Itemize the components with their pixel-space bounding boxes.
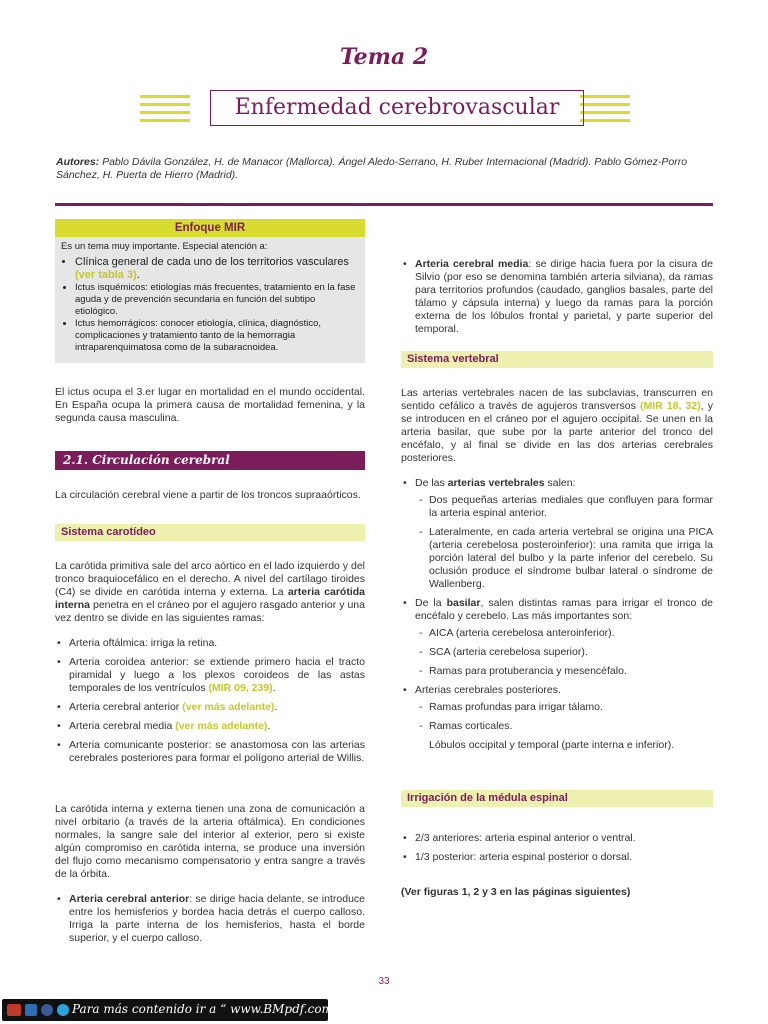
section-title: 2.1. Circulación cerebral — [55, 451, 365, 470]
list-item: • Arteria cerebral media (ver más adelante). — [69, 720, 365, 733]
chapter-title: Enfermedad cerebrovascular — [210, 90, 584, 126]
footer-banner[interactable] — [2, 999, 343, 1021]
authors-label: Autores: — [56, 156, 100, 168]
subsection-vertebral: Sistema vertebral — [401, 351, 713, 368]
footer-link-text[interactable]: Para más contenido ir a “ www.BMpdf.com ” — [72, 1002, 343, 1016]
acm-list — [401, 258, 713, 342]
carotideo-branch-list — [55, 637, 365, 771]
list-item: • Arteria cerebral anterior (ver más adelante). — [69, 701, 365, 714]
enfoque-item: • Ictus hemorrágicos: conocer etiología, clínica, diagnóstico, complicaciones y tratamiento tanto de la hemorragia intraparenquimatosa como de la subaracnoidea. — [75, 318, 359, 354]
enfoque-item: • Ictus isquémicos: etiologías más frecuentes, tratamiento en la fase aguda y de prevención secundaria en función del subtipo etiológico. — [75, 282, 359, 318]
enfoque-item: • Clínica general de cada uno de los territorios vasculares (ver tabla 3). — [75, 256, 359, 282]
subsection-medula: Irrigación de la médula espinal — [401, 790, 713, 807]
section-intro: La circulación cerebral viene a partir de los troncos supraaórticos. — [55, 489, 361, 501]
carotideo-paragraph: La carótida primitiva sale del arco aórtico en el lado izquierdo y del tronco braquiocefálico en el derecho. A nivel del cartílago tiroides (C4) se divide en carótida interna y externa. La arteria carótida interna penetra en el cráneo por el agujero rasgado anterior y una vez dentro se divide en las siguientes ramas: — [55, 560, 366, 624]
decorative-stripes-left — [140, 95, 190, 125]
sub-list-item: - Ramas para protuberancia y mesencéfalo. — [429, 665, 713, 678]
list-item: • Arteria coroidea anterior: se extiende primero hacia el tracto piramidal y luego a los plexos coroideos de las astas temporales de los ventrículos (MIR 09, 239). — [69, 656, 365, 695]
sub-list-item: - Dos pequeñas arterias mediales que confluyen para formar la arteria espinal anterior. — [429, 494, 713, 520]
enfoque-mir-box — [55, 219, 365, 363]
medula-list — [401, 832, 713, 870]
sub-list-item: - SCA (arteria cerebelosa superior). — [429, 646, 713, 659]
list-item: • Arteria oftálmica: irriga la retina. — [69, 637, 365, 650]
list-item: • De las arterias vertebrales salen: - Dos pequeñas arterias mediales que confluyen para formar la arteria espinal anterior. - Lateralmente, en cada arteria vertebral se origina una PICA (arteria cerebelosa posteroinferior): una ramita que irriga la porción lateral del bulbo y la parte inferior del cerebelo. Su oclusión produce el síndrome bulbar lateral o síndrome de Wallenberg. — [415, 477, 713, 591]
intro-paragraph: El ictus ocupa el 3.er lugar en mortalidad en el mundo occidental. En España ocupa la primera causa de mortalidad femenina, y la segunda causa masculina. — [55, 386, 365, 424]
cross-reference: (ver más adelante) — [175, 720, 268, 732]
subsection-carotideo: Sistema carotídeo — [55, 524, 365, 541]
books-icon — [7, 1004, 21, 1016]
figures-reference: (Ver figuras 1, 2 y 3 en las páginas siguientes) — [401, 886, 631, 898]
page-number: 33 — [378, 976, 390, 987]
authors-line — [56, 156, 716, 182]
enfoque-mir-title: Enfoque MIR — [55, 219, 365, 237]
list-item: • Arteria cerebral media: se dirige hacia fuera por la cisura de Silvio (por eso se denomina también arteria silviana), da ramas para territorios profundos (caudado, ganglios basales, parte del tálamo y cápsula interna) y luego da ramas para la porción externa de los lóbulos frontal y parietal, y parte superior del temporal. — [415, 258, 713, 336]
library-icon — [25, 1004, 37, 1016]
mir-reference: (MIR 09, 239) — [208, 682, 273, 694]
table-reference: (ver tabla 3) — [75, 269, 137, 281]
chapter-number: Tema 2 — [339, 44, 429, 70]
header-divider — [55, 203, 713, 206]
vertebral-branch-list — [401, 477, 713, 758]
vertebral-paragraph: Las arterias vertebrales nacen de las subclavias, transcurren en sentido cefálico a través de agujeros transversos (MIR 18, 32), y se introducen en el cráneo por el agujero occipital. Se unen en la arteria basilar, que sube por la parte anterior del tronco del encéfalo, y al final se divide en las dos arterias cerebrales posteriores. — [401, 387, 713, 464]
aca-list — [55, 893, 365, 951]
list-item: • Arteria comunicante posterior: se anastomosa con las arterias cerebrales posteriores para formar el polígono arterial de Willis. — [69, 739, 365, 765]
list-item: • Arterias cerebrales posteriores. - Ramas profundas para irrigar tálamo. - Ramas corticales. Lóbulos occipital y temporal (parte interna e inferior). — [415, 684, 713, 752]
decorative-stripes-right — [580, 95, 630, 125]
list-item: • Arteria cerebral anterior: se dirige hacia delante, se introduce entre los hemisferios y bordea hacia detrás el cuerpo calloso. Irriga la parte interna de los hemisferios, hasta el borde superior, y el cuerpo calloso. — [69, 893, 365, 945]
sub-list-item: - Lateralmente, en cada arteria vertebral se origina una PICA (arteria cerebelosa posteroinferior): una ramita que irriga la porción lateral del bulbo y la parte inferior del cerebelo. Su oclusión produce el síndrome bulbar lateral o síndrome de Wallenberg. — [429, 526, 713, 591]
carotideo-anastomosis-paragraph: La carótida interna y externa tienen una zona de comunicación a nivel orbitario (a través de la arteria oftálmica). En condiciones normales, la sangre sale del interior al exterior, pero si existe algún compromiso en carótida interna, se produce una inversión del flujo como mecanismo compensatorio y entra sangre a través de la órbita. — [55, 803, 365, 880]
sub-list-item: - Ramas corticales. — [429, 720, 713, 733]
mir-reference: (MIR 18, 32) — [639, 400, 701, 412]
sub-list-item: - AICA (arteria cerebelosa anteroinferior). — [429, 627, 713, 640]
cross-reference: (ver más adelante) — [182, 701, 275, 713]
sub-list-item: - Ramas profundas para irrigar tálamo. — [429, 701, 713, 714]
telegram-icon[interactable] — [57, 1004, 69, 1016]
facebook-icon[interactable] — [41, 1004, 53, 1016]
list-item: • De la basilar, salen distintas ramas para irrigar el tronco de encéfalo y cerebelo. Las más importantes son: - AICA (arteria cerebelosa anteroinferior). - SCA (arteria cerebelosa superior). - Ramas para protuberancia y mesencéfalo. — [415, 597, 713, 678]
list-item: • 1/3 posterior: arteria espinal posterior o dorsal. — [415, 851, 713, 864]
cortical-lobes-note: Lóbulos occipital y temporal (parte interna e inferior). — [429, 739, 675, 751]
authors-text: Pablo Dávila González, H. de Manacor (Mallorca). Ángel Aledo-Serrano, H. Ruber Internacional (Madrid). Pablo Gómez-Porro Sánchez, H. Puerta de Hierro (Madrid). — [56, 156, 688, 181]
enfoque-intro: Es un tema muy importante. Especial atención a: — [61, 241, 268, 252]
list-item: • 2/3 anteriores: arteria espinal anterior o ventral. — [415, 832, 713, 845]
